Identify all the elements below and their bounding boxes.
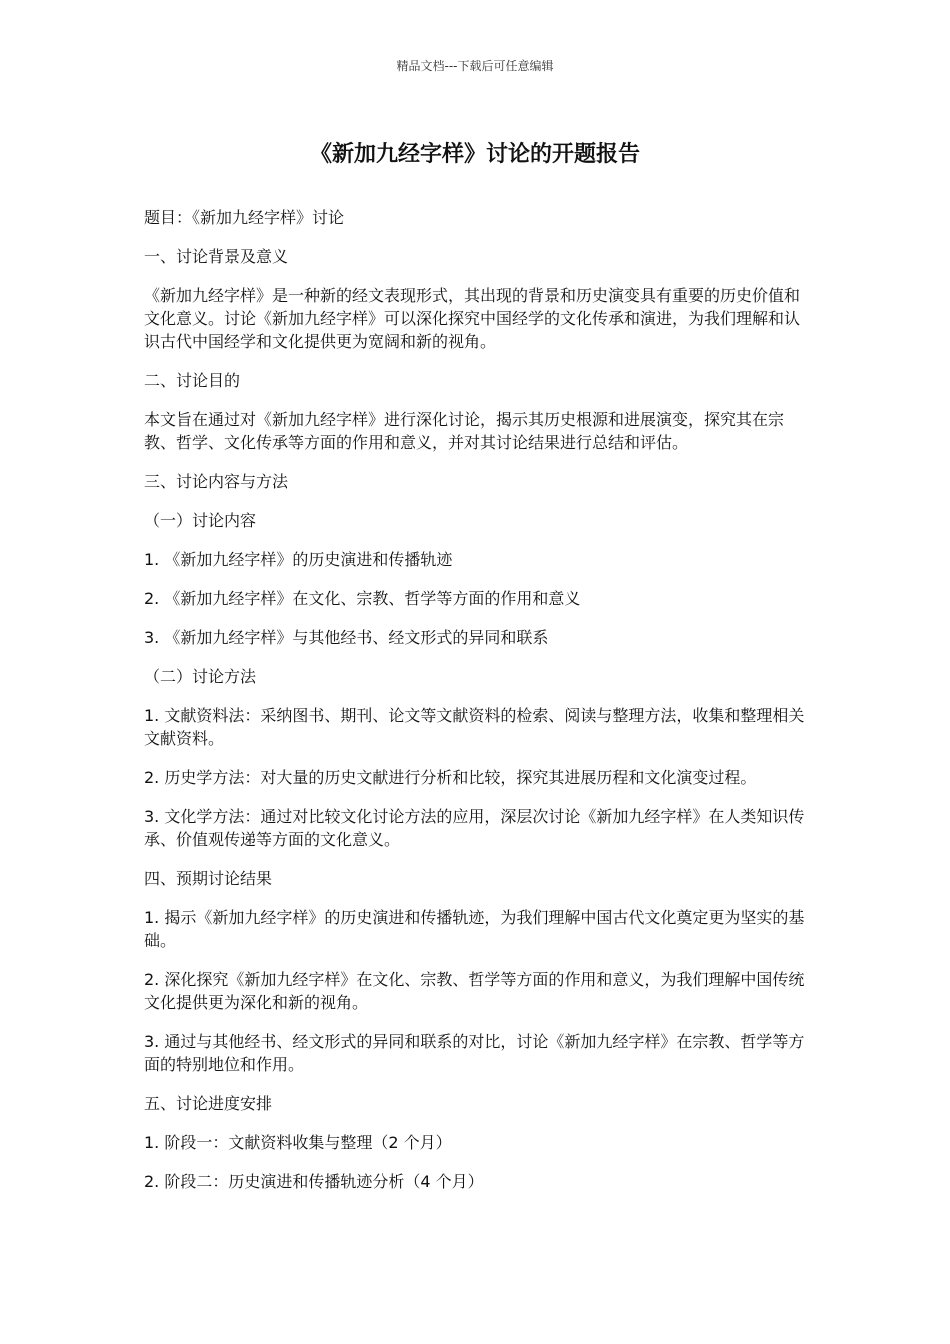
section-heading-content-method: 三、讨论内容与方法 [144, 472, 289, 491]
list-item: 2. 历史学方法：对大量的历史文献进行分析和比较，探究其进展历程和文化演变过程。 [144, 768, 757, 787]
list-item: 1. 文献资料法：采纳图书、期刊、论文等文献资料的检索、阅读与整理方法，收集和整理相关文献资料。 [144, 706, 805, 748]
list-item: 1. 阶段一：文献资料收集与整理（2 个月） [144, 1133, 452, 1152]
page-header-note: 精品文档---下载后可任意编辑 [396, 59, 554, 73]
list-item: 3. 《新加九经字样》与其他经书、经文形式的异同和联系 [144, 628, 549, 647]
list-item: 2. 阶段二：历史演进和传播轨迹分析（4 个月） [144, 1172, 484, 1191]
section-heading-purpose: 二、讨论目的 [144, 371, 241, 390]
list-item: 2. 深化探究《新加九经字样》在文化、宗教、哲学等方面的作用和意义，为我们理解中国传统文化提供更为深化和新的视角。 [144, 970, 805, 1012]
list-item: 1. 揭示《新加九经字样》的历史演进和传播轨迹，为我们理解中国古代文化奠定更为坚实的基础。 [144, 908, 805, 950]
section-heading-schedule: 五、讨论进度安排 [144, 1094, 273, 1113]
list-item: 3. 文化学方法：通过对比较文化讨论方法的应用，深层次讨论《新加九经字样》在人类知识传承、价值观传递等方面的文化意义。 [144, 807, 805, 849]
list-item: 3. 通过与其他经书、经文形式的异同和联系的对比，讨论《新加九经字样》在宗教、哲学等方面的特别地位和作用。 [144, 1032, 805, 1074]
paragraph-purpose: 本文旨在通过对《新加九经字样》进行深化讨论，揭示其历史根源和进展演变，探究其在宗教、哲学、文化传承等方面的作用和意义，并对其讨论结果进行总结和评估。 [144, 410, 785, 452]
section-heading-background: 一、讨论背景及意义 [144, 247, 289, 266]
list-item: 2. 《新加九经字样》在文化、宗教、哲学等方面的作用和意义 [144, 589, 581, 608]
paragraph-background: 《新加九经字样》是一种新的经文表现形式，其出现的背景和历史演变具有重要的历史价值和文化意义。讨论《新加九经字样》可以深化探究中国经学的文化传承和演进，为我们理解和认识古代中国经学和文化提供更为宽阔和新的视角。 [144, 286, 801, 351]
section-heading-expected-results: 四、预期讨论结果 [144, 869, 273, 888]
document-title: 《新加九经字样》讨论的开题报告 [309, 142, 640, 167]
subheading-content: （一）讨论内容 [144, 511, 257, 530]
document-body [144, 206, 812, 1209]
subheading-method: （二）讨论方法 [144, 667, 257, 686]
paragraph-topic: 题目：《新加九经字样》讨论 [144, 208, 345, 227]
list-item: 1. 《新加九经字样》的历史演进和传播轨迹 [144, 550, 453, 569]
